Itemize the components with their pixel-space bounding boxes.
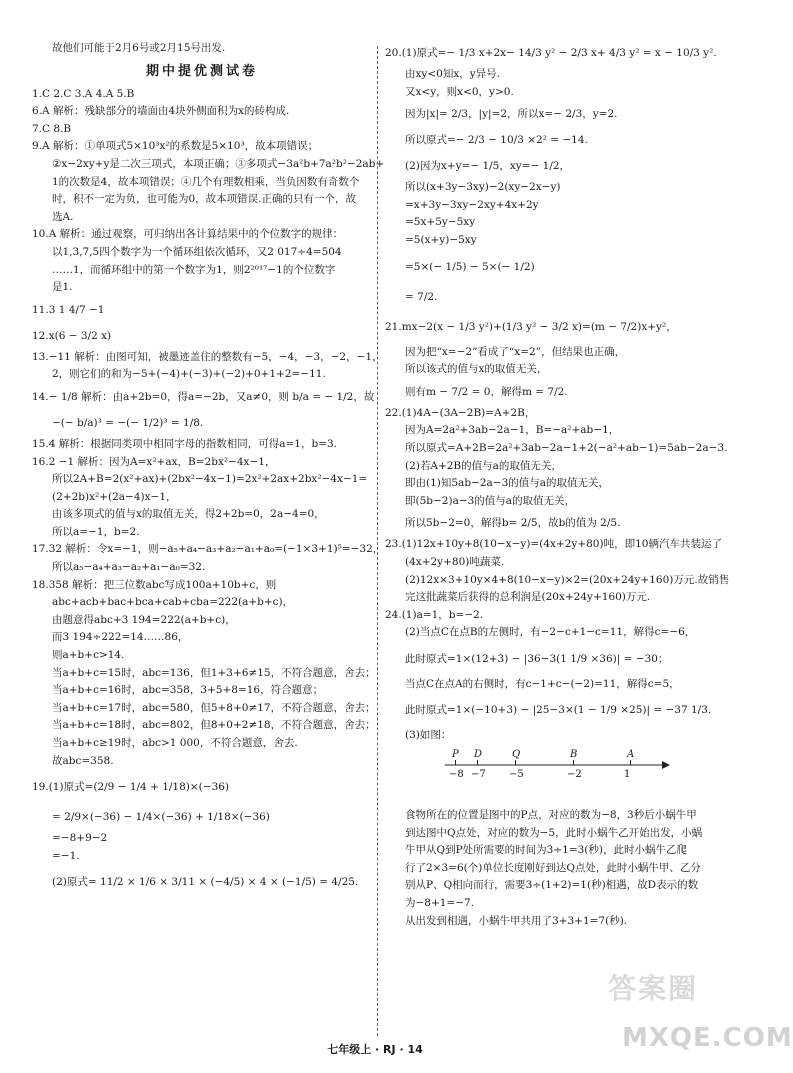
point-label: A xyxy=(627,749,635,761)
text-line: 而3 194÷222=14……86， xyxy=(52,631,189,644)
text-line: 20.(1)原式=− 1/3 x+2x− 14/3 y² − 2/3 x+ 4/3 y² = x − 10/3 y². xyxy=(385,47,717,59)
text-line: 24.(1)a=1，b=−2. xyxy=(385,608,484,621)
point-tick xyxy=(455,760,456,765)
text-line: (2)12x×3+10y×4+8(10−x−y)×2=(20x+24y+160)万元.故销售 xyxy=(405,573,730,586)
text-line: 即(5b−2)a−3的值与a的取值无关， xyxy=(405,494,576,507)
text-line: 6.A 解析：残缺部分的墙面由4块外侧面积为x的砖构成. xyxy=(32,105,290,118)
point-tick xyxy=(477,760,478,765)
text-line: 所以原式=− 2/3 − 10/3 ×2² = −14. xyxy=(405,134,588,147)
text-line: 由该多项式的值与x的取值无关，得2+2b=0，2a−4=0， xyxy=(52,508,325,521)
right-column-bottom xyxy=(385,807,730,930)
text-line: 9.A 解析：①单项式5×10³x²的系数是5×10³，故本项错误； xyxy=(32,140,319,153)
text-line: 当a+b+c=16时，abc=358，3+5+8=16，符合题意； xyxy=(52,684,324,697)
column-divider xyxy=(377,46,378,1036)
text-line: 14.− 1/8 解析：由a+2b=0，得a=−2b，又a≠0，则 b/a = − 1/2，故 xyxy=(32,390,375,403)
text-line: 18.358 解析：把三位数abc写成100a+10b+c，则 xyxy=(32,578,277,591)
text-line: 当a+b+c=17时，abc=580，但5+8+0≠17，不符合题意，舍去； xyxy=(52,701,376,714)
text-line: 完这批蔬菜后获得的总利润是(20x+24y+160)万元. xyxy=(405,591,651,604)
point-tick xyxy=(515,760,516,765)
text-line: 即由(1)知5ab−2a−3的值与a的取值无关， xyxy=(405,477,610,490)
text-line: = 7/2. xyxy=(405,290,438,303)
text-line: 食物所在的位置是图中的P点，对应的数为−8，3秒后小蜗牛甲 xyxy=(405,809,697,822)
text-line: 当a+b+c=15时，abc=136，但1+3+6≠15，不符合题意，舍去； xyxy=(52,666,376,679)
text-line: 则a+b+c>14. xyxy=(52,649,125,662)
text-line: 又x<y，则x<0，y>0. xyxy=(405,85,514,98)
text-line: 所以该式的值与x的取值无关， xyxy=(405,363,548,376)
watermark-bottom-text: MXQE.COM xyxy=(622,1023,793,1053)
text-line: 到达图中Q点处，对应的数为−5，此时小蜗牛乙开始出发，小蜗 xyxy=(405,826,703,839)
text-line: 所以5b−2=0，解得b= 2/5，故b的值为 2/5. xyxy=(405,517,621,530)
text-line: =5x+5y−5xy xyxy=(405,216,476,229)
text-line: abc+acb+bac+bca+cab+cba=222(a+b+c)， xyxy=(52,596,294,609)
text-line: (4x+2y+80)吨蔬菜. xyxy=(405,555,505,568)
point-value: −2 xyxy=(567,769,582,781)
text-line: 牛甲从Q到P处所需要的时间为3÷1=3(秒)，此时小蜗牛乙爬 xyxy=(405,844,688,857)
point-value: 1 xyxy=(624,769,631,781)
text-line: =5(x+y)−5xy xyxy=(405,233,477,246)
text-line: 15.4 解析：根据同类项中相同字母的指数相同，可得a=1，b=3. xyxy=(32,437,337,450)
text-line: 当a+b+c≥19时，abc>1 000，不符合题意，舍去. xyxy=(52,737,298,749)
text-line: 故abc=358. xyxy=(52,754,114,767)
text-line: 11.3 1 4/7 −1 xyxy=(32,303,105,316)
text-line: 行了2×3=6(个)单位长度刚好到达Q点处，此时小蜗牛甲、乙分 xyxy=(405,861,701,874)
text-line: 此时原式=1×(−10+3) − |25−3×(1 − 1/9 ×25)| = −37 1/3. xyxy=(405,704,712,717)
text-line: 10.A 解析：通过观察，可归纳出各计算结果中的个位数字的规律： xyxy=(32,228,344,241)
text-line: ……1，而循环组中的第一个数字为1，则2²⁰¹⁷−1的个位数字 xyxy=(52,263,336,276)
text-line: 21.mx−2(x − 1/3 y²)+(1/3 y² − 3/2 x)=(m − 7/2)x+y²， xyxy=(385,320,677,333)
point-value: −8 xyxy=(449,769,464,781)
text-line: 由xy<0知x，y异号. xyxy=(405,68,501,80)
point-label: B xyxy=(570,749,578,761)
point-label: P xyxy=(452,749,459,761)
text-line: 1.C 2.C 3.A 4.A 5.B xyxy=(32,87,135,100)
text-line: 则有m − 7/2 = 0，解得m = 7/2. xyxy=(405,385,568,398)
text-line: 此时原式=1×(12+3) − |36−3(1 1/9 ×36)| = −30； xyxy=(405,652,669,665)
text-line: 19.(1)原式=(2/9 − 1/4 + 1/18)×(−36) xyxy=(32,781,230,794)
text-line: 12.x(6 − 3/2 x) xyxy=(32,329,112,342)
text-line: 所以(x+3y−3xy)−2(xy−2x−y) xyxy=(405,181,561,194)
text-line: 故他们可能于2月6号或2月15号出发. xyxy=(52,42,226,54)
text-line: 从出发到相遇，小蜗牛甲共用了3+3+1=7(秒). xyxy=(405,914,628,927)
text-line: 22.(1)4A−(3A−2B)=A+2B， xyxy=(385,406,536,419)
text-line: 17.32 解析：令x=−1，则−a₅+a₄−a₃+a₂−a₁+a₀=(−1×3+1)⁵=−32， xyxy=(32,543,384,556)
text-line: 所以a₅−a₄+a₃−a₂+a₁−a₀=32. xyxy=(52,561,206,574)
text-line: 所以a=−1，b=2. xyxy=(52,525,140,538)
text-line: 是1. xyxy=(52,281,73,294)
text-line: ②x−2xy+y是二次三项式，本项正确；③多项式−3a²b+7a²b²−2ab+ xyxy=(52,157,385,170)
text-line: 由题意得abc+3 194=222(a+b+c)， xyxy=(52,613,236,626)
point-tick xyxy=(630,760,631,765)
right-column-top xyxy=(385,40,730,745)
text-line: =5×(− 1/5) − 5×(− 1/2) xyxy=(405,260,535,273)
text-line: 因为|x|= 2/3，|y|=2，所以x=− 2/3，y=2. xyxy=(405,108,618,121)
text-line: (2)原式= 11/2 × 1/6 × 3/11 × (−4/5) × 4 × (−1/5) = 4/25. xyxy=(52,876,359,889)
point-tick xyxy=(573,760,574,765)
point-value: −7 xyxy=(471,769,486,781)
text-line: −(− b/a)³ = −(− 1/2)³ = 1/8. xyxy=(52,416,204,429)
text-line: (2)若A+2B的值与a的取值无关， xyxy=(405,459,562,472)
point-value: −5 xyxy=(509,769,524,781)
text-line: 16.2 −1 解析：因为A=x²+ax，B=2bx²−4x−1， xyxy=(32,455,276,468)
text-line: 因为A=2a²+3ab−2a−1，B=−a²+ab−1， xyxy=(405,424,620,437)
text-line: 时，积不一定为负，也可能为0，故本项错误.正确的只有一个，故 xyxy=(52,193,357,206)
text-line: 23.(1)12x+10y+8(10−x−y)=(4x+2y+80)吨，即10辆汽车共装运了 xyxy=(385,538,722,551)
text-line: =−1. xyxy=(52,849,80,862)
point-label: D xyxy=(474,749,483,761)
watermark-logo xyxy=(600,972,793,1065)
right-column xyxy=(385,40,730,930)
text-line: 因为把“x=−2”看成了“x=2”，但结果也正确， xyxy=(405,345,626,358)
text-line: 别从P、Q相向而行，需要3÷(1+2)=1(秒)相遇，故D表示的数 xyxy=(405,879,699,892)
text-line: 当点C在点A的右侧时，有c−1+c−(−2)=11，解得c=5， xyxy=(405,677,680,690)
text-line: (3)如图： xyxy=(405,729,452,742)
section-title: 期中提优测试卷 xyxy=(145,63,258,79)
text-line: 以1,3,7,5四个数字为一个循环组依次循环，又2 017÷4=504 xyxy=(52,245,342,258)
text-line: (2)因为x+y=− 1/5，xy=− 1/2， xyxy=(405,160,571,173)
text-line: 为−8+1=−7. xyxy=(405,897,475,910)
text-line: 所以原式=A+2B=2a²+3ab−2a−1+2(−a²+ab−1)=5ab−2a−3. xyxy=(405,441,728,454)
text-line: = 2/9×(−36) − 1/4×(−36) + 1/18×(−36) xyxy=(52,811,270,824)
text-line: (2+2b)x²+(2a−4)x−1， xyxy=(52,490,177,503)
left-column xyxy=(32,40,385,899)
number-line-figure xyxy=(385,747,730,803)
point-label: Q xyxy=(512,749,521,761)
text-line: (2)当点C在点B的左侧时，有−2−c+1−c=11，解得c=−6， xyxy=(405,626,696,639)
text-line: 13.−11 解析：由图可知，被墨迹盖住的整数有−5，−4，−3，−2，−1， xyxy=(32,350,383,363)
watermark-top-text: 答案圈 xyxy=(608,972,699,1005)
text-line: 1的次数是4，故本项错误；④几个有理数相乘，当负因数有奇数个 xyxy=(52,175,360,188)
text-line: 选A. xyxy=(52,210,74,223)
text-line: =−8+9−2 xyxy=(52,832,108,845)
text-line: 当a+b+c=18时，abc=802，但8+0+2≠18，不符合题意，舍去； xyxy=(52,719,376,732)
text-line: 2，则它们的和为−5+(−4)+(−3)+(−2)+0+1+2=−11. xyxy=(52,368,326,381)
page-footer: 七年级上 · RJ · 14 xyxy=(327,1043,423,1056)
text-line: 7.C 8.B xyxy=(32,122,72,135)
text-line: =x+3y−3xy−2xy+4x+2y xyxy=(405,198,539,211)
text-line: 所以2A+B=2(x²+ax)+(2bx²−4x−1)=2x²+2ax+2bx²−4x−1= xyxy=(52,473,368,486)
